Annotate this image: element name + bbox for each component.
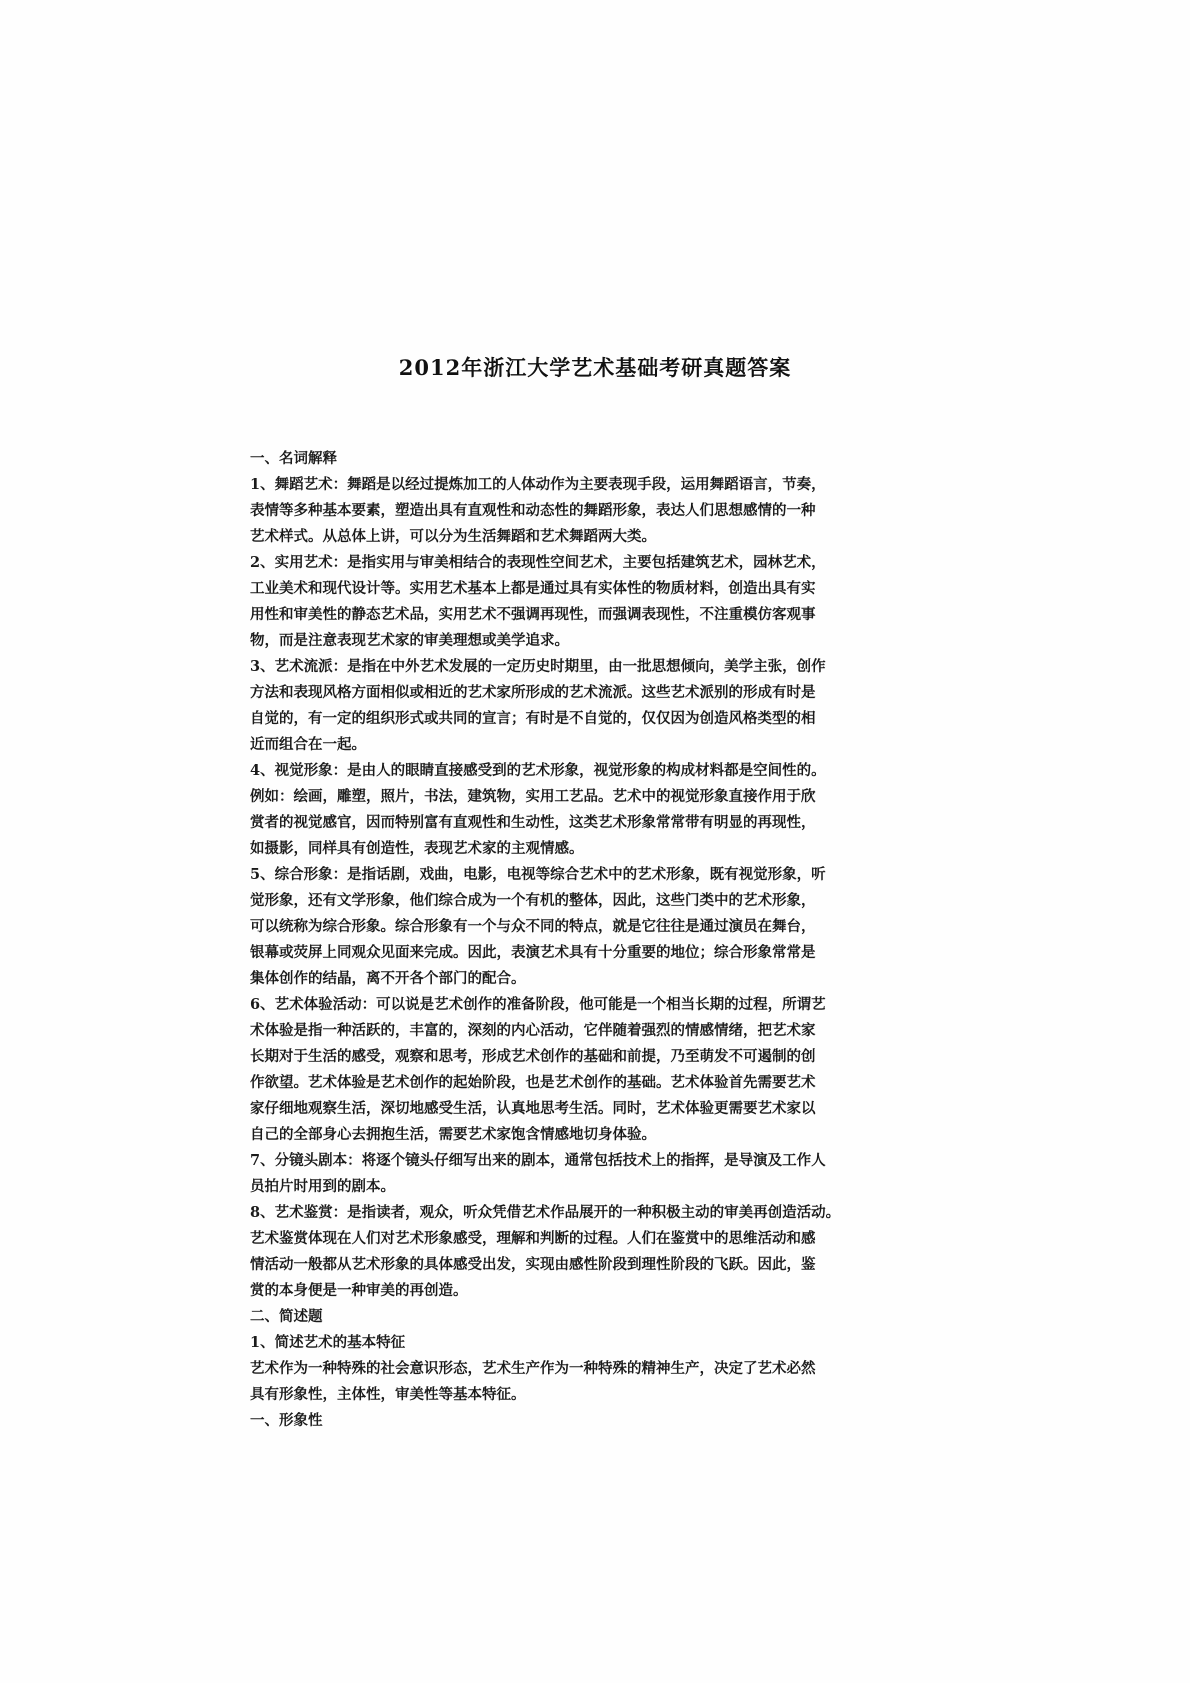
text-line: 5、综合形象：是指话剧，戏曲，电影，电视等综合艺术中的艺术形象，既有视觉形象，听 — [250, 866, 826, 883]
text-line: 方法和表现风格方面相似或相近的艺术家所形成的艺术流派。这些艺术派别的形成有时是 — [250, 684, 816, 701]
text-line: 可以统称为综合形象。综合形象有一个与众不同的特点，就是它往往是通过演员在舞台， — [250, 918, 816, 935]
text-line: 赏的本身便是一种审美的再创造。 — [250, 1282, 468, 1299]
text-line: 家仔细地观察生活，深切地感受生活，认真地思考生活。同时，艺术体验更需要艺术家以 — [250, 1100, 816, 1117]
text-line: 1、简述艺术的基本特征 — [250, 1334, 406, 1351]
document-body — [250, 446, 930, 1434]
text-line: 4、视觉形象：是由人的眼睛直接感受到的艺术形象，视觉形象的构成材料都是空间性的。 — [250, 762, 826, 779]
text-line: 如摄影，同样具有创造性，表现艺术家的主观情感。 — [250, 840, 584, 857]
text-line: 赏者的视觉感官，因而特别富有直观性和生动性，这类艺术形象常常带有明显的再现性， — [250, 814, 816, 831]
text-line: 一、形象性 — [250, 1412, 323, 1429]
text-line: 近而组合在一起。 — [250, 736, 366, 753]
text-line: 一、名词解释 — [250, 450, 337, 467]
text-line: 8、艺术鉴赏：是指读者，观众，听众凭借艺术作品展开的一种积极主动的审美再创造活动。 — [250, 1204, 841, 1221]
text-line: 银幕或荧屏上同观众见面来完成。因此，表演艺术具有十分重要的地位；综合形象常常是 — [250, 944, 816, 961]
text-line: 二、简述题 — [250, 1308, 323, 1325]
text-line: 觉形象，还有文学形象，他们综合成为一个有机的整体，因此，这些门类中的艺术形象， — [250, 892, 816, 909]
text-line: 作欲望。艺术体验是艺术创作的起始阶段，也是艺术创作的基础。艺术体验首先需要艺术 — [250, 1074, 816, 1091]
text-line: 长期对于生活的感受，观察和思考，形成艺术创作的基础和前提，乃至萌发不可遏制的创 — [250, 1048, 816, 1065]
document-title: 2012年浙江大学艺术基础考研真题答案 — [398, 355, 792, 380]
text-line: 艺术作为一种特殊的社会意识形态，艺术生产作为一种特殊的精神生产，决定了艺术必然 — [250, 1360, 816, 1377]
text-line: 物，而是注意表现艺术家的审美理想或美学追求。 — [250, 632, 569, 649]
text-line: 工业美术和现代设计等。实用艺术基本上都是通过具有实体性的物质材料，创造出具有实 — [250, 580, 816, 597]
text-line: 用性和审美性的静态艺术品，实用艺术不强调再现性，而强调表现性，不注重模仿客观事 — [250, 606, 816, 623]
text-line: 例如：绘画，雕塑，照片，书法，建筑物，实用工艺品。艺术中的视觉形象直接作用于欣 — [250, 788, 816, 805]
text-line: 3、艺术流派：是指在中外艺术发展的一定历史时期里，由一批思想倾向，美学主张，创作 — [250, 658, 826, 675]
text-line: 员拍片时用到的剧本。 — [250, 1178, 395, 1195]
text-line: 术体验是指一种活跃的，丰富的，深刻的内心活动，它伴随着强烈的情感情绪，把艺术家 — [250, 1022, 816, 1039]
text-line: 集体创作的结晶，离不开各个部门的配合。 — [250, 970, 526, 987]
text-line: 艺术鉴赏体现在人们对艺术形象感受，理解和判断的过程。人们在鉴赏中的思维活动和感 — [250, 1230, 816, 1247]
text-line: 自己的全部身心去拥抱生活，需要艺术家饱含情感地切身体验。 — [250, 1126, 656, 1143]
text-line: 具有形象性，主体性，审美性等基本特征。 — [250, 1386, 526, 1403]
text-line: 艺术样式。从总体上讲，可以分为生活舞蹈和艺术舞蹈两大类。 — [250, 528, 656, 545]
text-line: 1、舞蹈艺术：舞蹈是以经过提炼加工的人体动作为主要表现手段，运用舞蹈语言，节奏， — [250, 476, 826, 493]
text-line: 2、实用艺术：是指实用与审美相结合的表现性空间艺术，主要包括建筑艺术，园林艺术， — [250, 554, 826, 571]
text-line: 7、分镜头剧本：将逐个镜头仔细写出来的剧本，通常包括技术上的指挥，是导演及工作人 — [250, 1152, 826, 1169]
text-line: 6、艺术体验活动：可以说是艺术创作的准备阶段，他可能是一个相当长期的过程，所谓艺 — [250, 996, 826, 1013]
text-line: 情活动一般都从艺术形象的具体感受出发，实现由感性阶段到理性阶段的飞跃。因此，鉴 — [250, 1256, 816, 1273]
text-line: 表情等多种基本要素，塑造出具有直观性和动态性的舞蹈形象，表达人们思想感情的一种 — [250, 502, 816, 519]
text-line: 自觉的，有一定的组织形式或共同的宣言；有时是不自觉的，仅仅因为创造风格类型的相 — [250, 710, 816, 727]
